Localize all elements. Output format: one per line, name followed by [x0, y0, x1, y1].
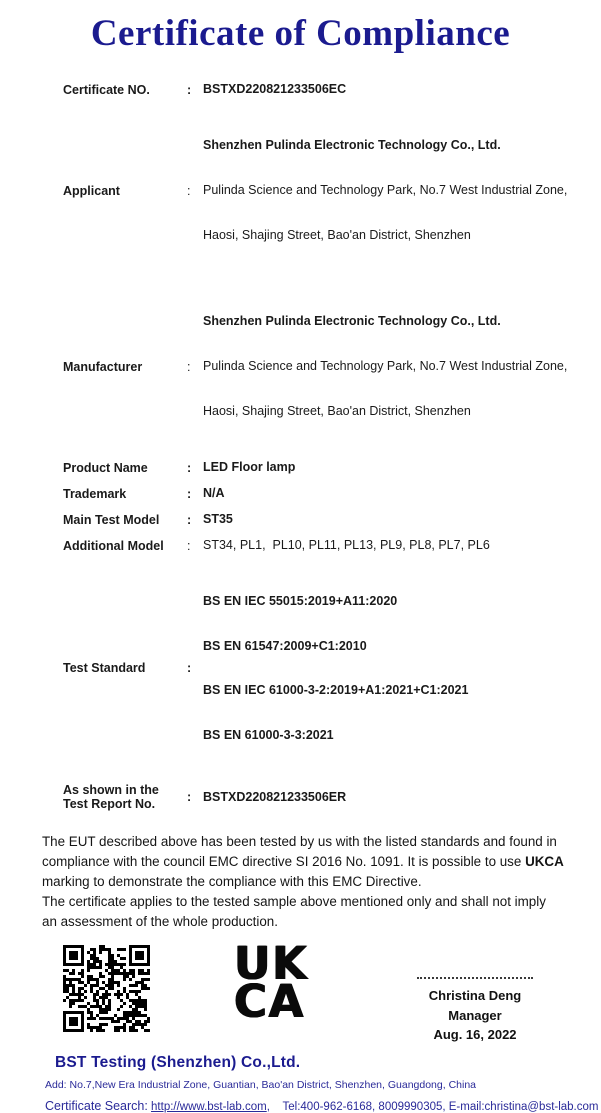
- row-main-test-model: [63, 512, 581, 527]
- marks-row: [63, 937, 601, 1045]
- manufacturer-company: Shenzhen Pulinda Electronic Technology Co., Ltd.: [203, 314, 501, 328]
- certificate-search-line: [45, 1099, 601, 1113]
- ukca-mark-line2: CA: [234, 975, 305, 1028]
- colon: :: [187, 359, 191, 374]
- colon: :: [187, 486, 192, 501]
- row-test-standard: [63, 564, 581, 772]
- field-label: Manufacturer: [63, 359, 143, 374]
- signature-date: Aug. 16, 2022: [433, 1027, 517, 1042]
- colon: :: [187, 183, 191, 198]
- field-label-line2: Test Report No.: [63, 797, 156, 811]
- issuer-footer: [45, 1054, 601, 1113]
- ukca-bold-text: UKCA: [525, 854, 564, 869]
- field-value: ST35: [203, 512, 233, 526]
- test-standard-4: BS EN 61000-3-3:2021: [203, 727, 334, 742]
- test-standard-2: BS EN 61547:2009+C1:2010: [203, 638, 367, 653]
- field-label: Product Name: [63, 460, 148, 475]
- compliance-statement: [42, 832, 581, 932]
- signatory-role: Manager: [448, 1007, 502, 1023]
- colon: :: [187, 512, 192, 527]
- contact-info: Tel:400-962-6168, 8009990305, E-mail:christina@bst-lab.com: [282, 1101, 599, 1113]
- field-value: LED Floor lamp: [203, 460, 296, 474]
- statement-line3: marking to demonstrate the compliance with this EMC Directive.: [42, 874, 422, 889]
- colon: :: [187, 460, 192, 475]
- field-label-line1: As shown in the: [63, 783, 159, 797]
- manufacturer-address-line1: Pulinda Science and Technology Park, No.7 West Industrial Zone,: [203, 359, 568, 373]
- applicant-address-line2: Haosi, Shajing Street, Bao'an District, Shenzhen: [203, 228, 471, 242]
- statement-line2: compliance with the council EMC directive SI 2016 No. 1091. It is possible to use UKCA: [42, 854, 564, 869]
- statement-line5: an assessment of the whole production.: [42, 914, 278, 929]
- signature-block: [417, 977, 533, 1045]
- colon: :: [187, 82, 192, 97]
- field-label: Main Test Model: [63, 512, 160, 527]
- field-label: Additional Model: [63, 538, 164, 553]
- colon: :: [187, 661, 192, 675]
- applicant-company: Shenzhen Pulinda Electronic Technology Co., Ltd.: [203, 138, 501, 152]
- field-label: Applicant: [63, 183, 120, 198]
- issuer-company-name: BST Testing (Shenzhen) Co.,Ltd.: [55, 1054, 301, 1071]
- signatory-name: Christina Deng: [428, 988, 522, 1003]
- field-label: Trademark: [63, 486, 127, 501]
- row-applicant: [63, 108, 581, 273]
- field-value: ST34, PL1, PL10, PL11, PL13, PL9, PL8, PL7, PL6: [203, 538, 490, 552]
- certificate-title: Certificate of Compliance: [90, 13, 511, 54]
- field-label: [63, 783, 187, 811]
- row-product-name: [63, 460, 581, 475]
- statement-line4: The certificate applies to the tested sample above mentioned only and shall not imply: [42, 894, 546, 909]
- field-label: Test Standard: [63, 661, 146, 675]
- test-standard-3: BS EN IEC 61000-3-2:2019+A1:2021+C1:2021: [203, 683, 469, 697]
- statement-line1: The EUT described above has been tested by us with the listed standards and found in: [42, 834, 557, 849]
- colon: :: [187, 790, 192, 804]
- row-test-report-no: [63, 783, 581, 811]
- certificate-search-url[interactable]: http://www.bst-lab.com: [151, 1101, 267, 1113]
- details-table: [63, 82, 581, 811]
- issuer-address: Add: No.7,New Era Industrial Zone, Guantian, Bao'an District, Shenzhen, Guangdong, China: [45, 1079, 477, 1091]
- manufacturer-address-line2: Haosi, Shajing Street, Bao'an District, Shenzhen: [203, 404, 471, 418]
- colon: :: [187, 538, 191, 553]
- field-value: [203, 108, 567, 273]
- field-label: Certificate NO.: [63, 82, 150, 97]
- qr-code: [63, 945, 150, 1032]
- field-value: BSTXD220821233506ER: [203, 789, 347, 804]
- field-value: [203, 284, 567, 449]
- signature-dotted-line: [417, 977, 533, 979]
- url-separator: ,: [266, 1101, 270, 1113]
- field-value: N/A: [203, 486, 225, 500]
- row-manufacturer: [63, 284, 581, 449]
- row-trademark: [63, 486, 581, 501]
- certificate-search-label: Certificate Search:: [45, 1099, 148, 1113]
- ukca-mark-line1: UK: [234, 937, 309, 990]
- test-standard-1: BS EN IEC 55015:2019+A11:2020: [203, 594, 398, 608]
- ukca-mark: [234, 937, 309, 1028]
- field-value: [203, 564, 468, 772]
- field-value: BSTXD220821233506EC: [203, 82, 347, 96]
- row-additional-model: [63, 538, 581, 553]
- row-certificate-no: [63, 82, 581, 97]
- applicant-address-line1: Pulinda Science and Technology Park, No.7 West Industrial Zone,: [203, 183, 568, 197]
